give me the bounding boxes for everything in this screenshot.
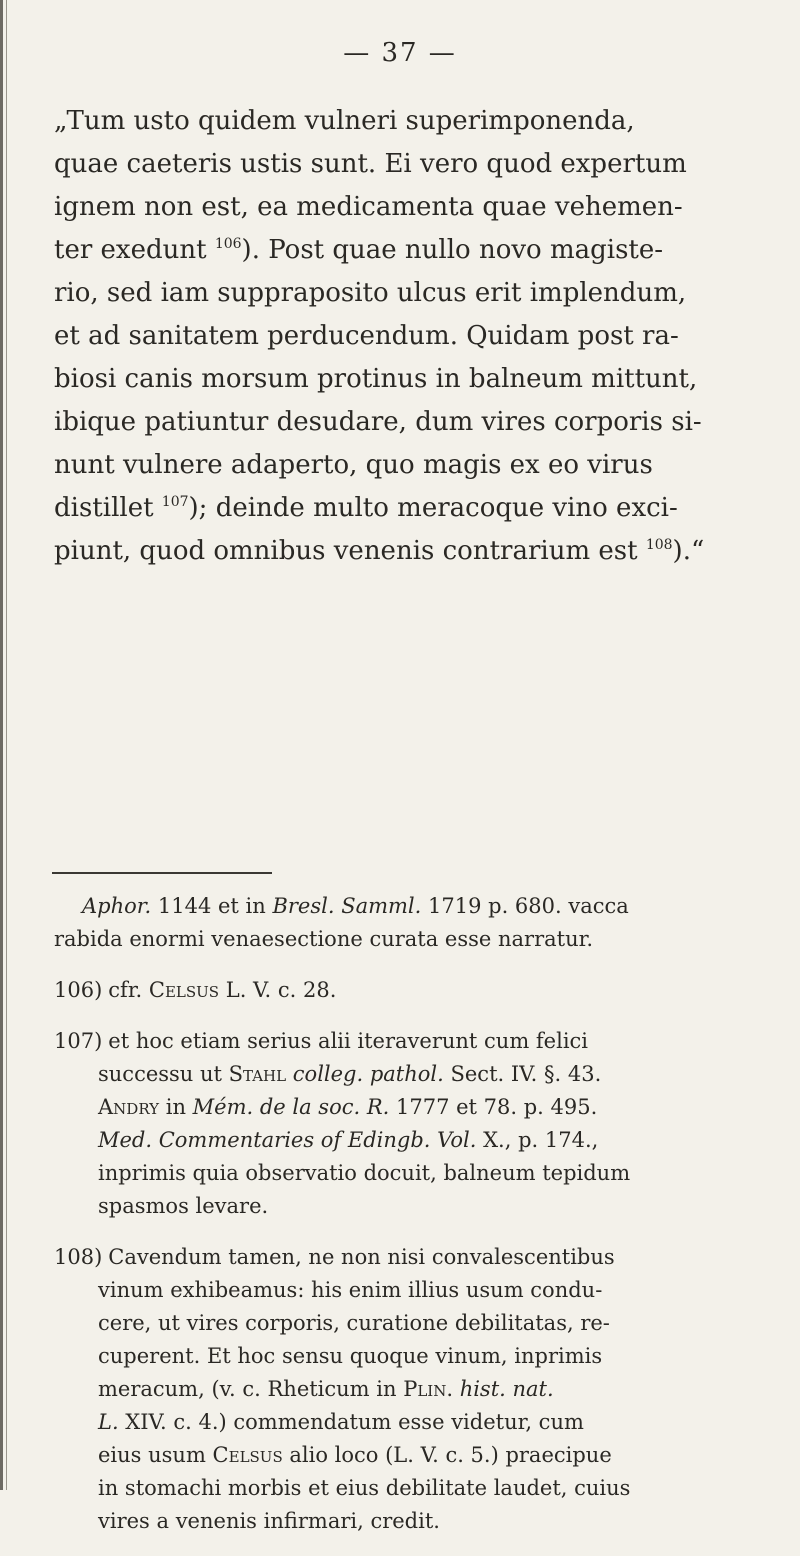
- footnote-ref-106[interactable]: 106: [214, 236, 242, 252]
- footnotes: [54, 890, 744, 1556]
- main-line: ter exedunt $^{106}$). Post quae nullo novo magiste-: [54, 235, 664, 265]
- note-106: 106) cfr. Celsus L. V. c. 28.: [54, 978, 337, 1002]
- main-line: et ad sanitatem perducendum. Quidam post ra-: [54, 321, 679, 351]
- footnote-separator: [52, 872, 272, 874]
- page-edge: [0, 0, 3, 1490]
- page-number: — 37 —: [343, 38, 457, 68]
- footnote-ref-107[interactable]: 107: [161, 494, 189, 510]
- main-paragraph: [54, 100, 714, 573]
- main-line: distillet $^{107}$); deinde multo meracoque vino exci-: [54, 493, 678, 523]
- main-line: „Tum usto quidem vulneri superimponenda,: [54, 106, 635, 136]
- main-line: biosi canis morsum protinus in balneum mittunt,: [54, 364, 698, 394]
- footnote-ref-108[interactable]: 108: [645, 537, 673, 553]
- page-edge-line: [6, 0, 7, 1490]
- main-line: rio, sed iam suppraposito ulcus erit implendum,: [54, 278, 687, 308]
- main-line: piunt, quod omnibus venenis contrarium est $^{108}$).“: [54, 536, 705, 566]
- main-line: nunt vulnere adaperto, quo magis ex eo virus: [54, 450, 653, 480]
- note-aphor: Aphor. 1144 et in Bresl. Samml. 1719 p. 680. vacca rabida enormi venaesectione curata esse narratur.: [54, 894, 629, 951]
- note-107: 107) et hoc etiam serius alii iteraverunt cum felici successu ut Stahl colleg. pathol. Sect. IV. §. 43. Andry in Mém. de la soc. R. 1777 et 78. p. 495. Med. Commentaries of Edingb. Vol. X., p. 174., inprimis quia observatio docuit, balneum tepidum spasmos levare.: [54, 1029, 631, 1218]
- main-line: quae caeteris ustis sunt. Ei vero quod expertum: [54, 149, 687, 179]
- note-108: 108) Cavendum tamen, ne non nisi convalescentibus vinum exhibeamus: his enim illius usum condu- cere, ut vires corporis, curatione debilitatas, re- cuperent. Et hoc sensu quoque vinum, inprimis meracum, (v. c. Rheticum in Plin. hist. nat. L. XIV. c. 4.) commendatum esse videtur, cum eius usum Celsus alio loco (L. V. c. 5.) praecipue in stomachi morbis et eius debilitate laudet, cuius vires a venenis infirmari, credit.: [54, 1245, 631, 1533]
- main-line: ignem non est, ea medicamenta quae vehemen-: [54, 192, 683, 222]
- main-line: ibique patiuntur desudare, dum vires corporis si-: [54, 407, 702, 437]
